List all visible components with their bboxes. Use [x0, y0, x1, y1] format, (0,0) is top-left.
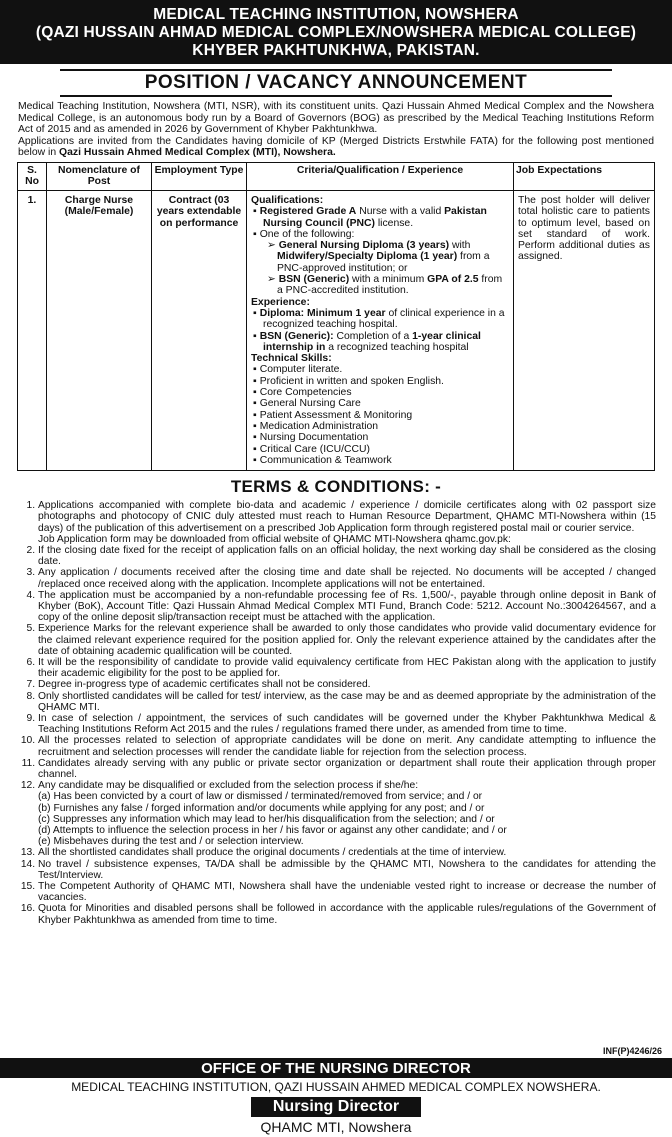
cell-expectations: The post holder will deliver total holistic care to patients to optimum level, based on set standard of work. Perform additional duties as assigned. — [514, 190, 655, 470]
term-item: 1. Applications accompanied with complete bio-data and academic / experience / domicile certificates along with 02 passport size photographs and photocopy of CNIC duly attested must reach to Human Resource Department, QHAMC MTI-Nowshera within (15 days) of the publication of this advertisement on a prescribed Job Application form through registered postal mail or courier service. Job Application form may be downloaded from official website of QHAMC MTI-Nowshera qhamc.gov.pk: — [38, 500, 656, 545]
header-expectations: Job Expectations — [514, 162, 655, 190]
cell-sno: 1. — [18, 190, 47, 470]
list-item: ➢ BSN (Generic) with a minimum GPA of 2.5 from a PNC-accredited institution. — [277, 274, 509, 297]
footer-office: OFFICE OF THE NURSING DIRECTOR — [0, 1058, 672, 1078]
term-subitem: (e) Misbehaves during the test and / or selection interview. — [38, 836, 304, 848]
header-line-2: (QAZI HUSSAIN AHMAD MEDICAL COMPLEX/NOWSHERA MEDICAL COLLEGE) — [35, 24, 637, 41]
term-item: 10. All the processes related to selection of appropriate candidates will be done on merit. Any candidate attempting to influence the recruitment and selection processes will render the candidate liable for rejection from the selection process. — [38, 735, 656, 757]
qualification-options — [251, 240, 509, 296]
term-item: 8. Only shortlisted candidates will be called for test/ interview, as the case may be and as deemed appropriate by the administration of the QHAMC MTI. — [38, 691, 656, 713]
skill-item: ▪ Critical Care (ICU/CCU) — [263, 444, 509, 455]
skill-item: ▪ Patient Assessment & Monitoring — [263, 410, 509, 421]
skills-list — [251, 364, 509, 466]
terms-section — [14, 500, 656, 926]
table-header-row — [18, 162, 655, 190]
term-item: 12. Any candidate may be disqualified or excluded from the selection process if she/he: (a) Has been convicted by a court of law or dismissed / terminated/removed from service; and / or (b) Furnishes any false / forged information and/or documents while applying for any post; and / or (c) Suppresses any information which may lead to her/his disqualification from the selection; and / or (d) Attempts to influence the selection process in her / his favor or against any other candidate; and / or (e) Misbehaves during the test and / or selection interview. — [38, 780, 656, 847]
footer-title: Nursing Director — [251, 1097, 421, 1117]
term-subitem: (a) Has been convicted by a court of law or dismissed / terminated/removed from service; and / or — [38, 791, 483, 803]
term-item: 14. No travel / subsistence expenses, TA/DA shall be admissible by the QHAMC MTI, Nowshera to the candidates for attending the Test/Interview. — [38, 859, 656, 881]
header-post: Nomenclature of Post — [47, 162, 152, 190]
intro-p2-bold: Qazi Hussain Ahmed Medical Complex (MTI), Nowshera. — [59, 147, 336, 159]
skill-item: ▪ General Nursing Care — [263, 398, 509, 409]
term-item: 11. Candidates already serving with any public or private sector organization or department shall route their application through proper channel. — [38, 758, 656, 780]
intro-p2-text: Applications are invited from the Candidates having domicile of KP (Merged Districts Erstwhile FATA) for the following post mentioned below in — [18, 135, 654, 159]
term-item: 13. All the shortlisted candidates shall produce the original documents / credentials at the time of interview. — [38, 847, 656, 858]
list-item: ➢ General Nursing Diploma (3 years) with Midwifery/Specialty Diploma (1 year) from a PNC-approved institution; or — [277, 240, 509, 274]
header-sno: S. No — [18, 162, 47, 190]
intro-paragraph-1: Medical Teaching Institution, Nowshera (MTI, NSR), with its constituent units. Qazi Hussain Ahmed Medical Complex and the Nowshera Medical College, is an autonomous body run by a Board of Governors (BOG) as prescribed by the Medical Teaching Institutions Reform Act of 2015 and as amended in 2026 by Government of Khyber Pakhtunkhwa. — [18, 101, 654, 136]
cell-type: Contract (03 years extendable on performance — [152, 190, 247, 470]
term-item: 5. Experience Marks for the relevant experience shall be awarded to only those candidates who provide valid documentary evidence for the claimed relevant experience required for the position applied for. Only the relevant experience attained by the candidates after the date of obtaining academic qualification will be counted. — [38, 623, 656, 657]
term-subitem: (b) Furnishes any false / forged information and/or documents while applying for any post; and / or — [38, 802, 485, 814]
terms-title: TERMS & CONDITIONS: - — [230, 477, 442, 497]
reference-number: INF(P)4246/26 — [602, 1046, 662, 1056]
list-item: ▪ BSN (Generic): Completion of a 1-year clinical internship in a recognized teaching hospital — [263, 331, 509, 354]
term-item: 15. The Competent Authority of QHAMC MTI, Nowshera shall have the undeniable vested right to increase or decrease the number of vacancies. — [38, 881, 656, 903]
skill-item: ▪ Medication Administration — [263, 421, 509, 432]
cell-post: Charge Nurse (Male/Female) — [47, 190, 152, 470]
footer — [0, 1058, 672, 1135]
term-subitem: (c) Suppresses any information which may lead to her/his disqualification from the selection; and / or — [38, 813, 495, 825]
skill-item: ▪ Nursing Documentation — [263, 432, 509, 443]
experience-heading: Experience: — [251, 296, 310, 308]
skill-item: ▪ Core Competencies — [263, 387, 509, 398]
term-item: 9. In case of selection / appointment, the services of such candidates will be governed under the Khyber Pakhtunkhwa Medical & Teaching Institutions Reform Act 2015 and the rules / regulations framed there under, as amended from time to time. — [38, 713, 656, 735]
header-line-1: MEDICAL TEACHING INSTITUTION, NOWSHERA — [153, 6, 519, 23]
announcement-title: POSITION / VACANCY ANNOUNCEMENT — [60, 69, 612, 97]
intro-paragraph-2 — [18, 136, 654, 159]
list-item: ▪ Diploma: Minimum 1 year of clinical experience in a recognized teaching hospital. — [263, 308, 509, 331]
term-item: 3. Any application / documents received after the closing time and date shall be rejected. No documents will be accepted / changed /replaced once received along with the application. Incomplete applications will not be entertained. — [38, 567, 656, 589]
term-item: 6. It will be the responsibility of candidate to provide valid equivalency certificate from HEC Pakistan along with the application to justify their academic eligibility for the post to be applied for. — [38, 657, 656, 679]
footer-org: QHAMC MTI, Nowshera — [260, 1119, 412, 1135]
skill-item: ▪ Computer literate. — [263, 364, 509, 375]
terms-list — [14, 500, 656, 926]
qualifications-heading: Qualifications: — [251, 194, 324, 206]
table-row — [18, 190, 655, 470]
header-line-3: KHYBER PAKHTUNKHWA, PAKISTAN. — [192, 42, 480, 59]
header-type: Employment Type — [152, 162, 247, 190]
term-item: 2. If the closing date fixed for the receipt of application falls on an official holiday, the next working day shall be considered as the closing date. — [38, 545, 656, 567]
intro-text — [18, 101, 654, 159]
skill-item: ▪ Proficient in written and spoken English. — [263, 376, 509, 387]
term-download-note: Job Application form may be downloaded from official website of QHAMC MTI-Nowshera qhamc.gov.pk: — [38, 533, 511, 545]
footer-address: MEDICAL TEACHING INSTITUTION, QAZI HUSSAIN AHMED MEDICAL COMPLEX NOWSHERA. — [71, 1080, 601, 1094]
cell-criteria — [247, 190, 514, 470]
term-item: 7. Degree in-progress type of academic certificates shall not be considered. — [38, 679, 656, 690]
header-criteria: Criteria/Qualification / Experience — [247, 162, 514, 190]
institution-header — [0, 0, 672, 64]
list-item: ▪ Registered Grade A Nurse with a valid Pakistan Nursing Council (PNC) license. — [263, 206, 509, 229]
skill-item: ▪ Communication & Teamwork — [263, 455, 509, 466]
experience-list — [251, 308, 509, 353]
term-item: 16. Quota for Minorities and disabled persons shall be followed in accordance with the applicable rules/regulations of the Government of Khyber Pakhtunkhwa as amended from time to time. — [38, 903, 656, 925]
term-item: 4. The application must be accompanied by a non-refundable processing fee of Rs. 1,500/-, payable through online deposit in Bank of Khyber (BoK), Account Title: Qazi Hussain Ahmad Medical Complex MTI Fund, Branch Code: 5212. Account No.:3004264567, and a copy of the online deposit slip/transaction receipt must be attached with the application. — [38, 590, 656, 624]
list-item: ▪ One of the following: — [263, 229, 509, 240]
term-subitem: (d) Attempts to influence the selection process in her / his favor or against any other candidate; and / or — [38, 824, 507, 836]
skills-heading: Technical Skills: — [251, 353, 332, 365]
qualifications-list — [251, 206, 509, 240]
vacancy-table — [17, 162, 655, 471]
